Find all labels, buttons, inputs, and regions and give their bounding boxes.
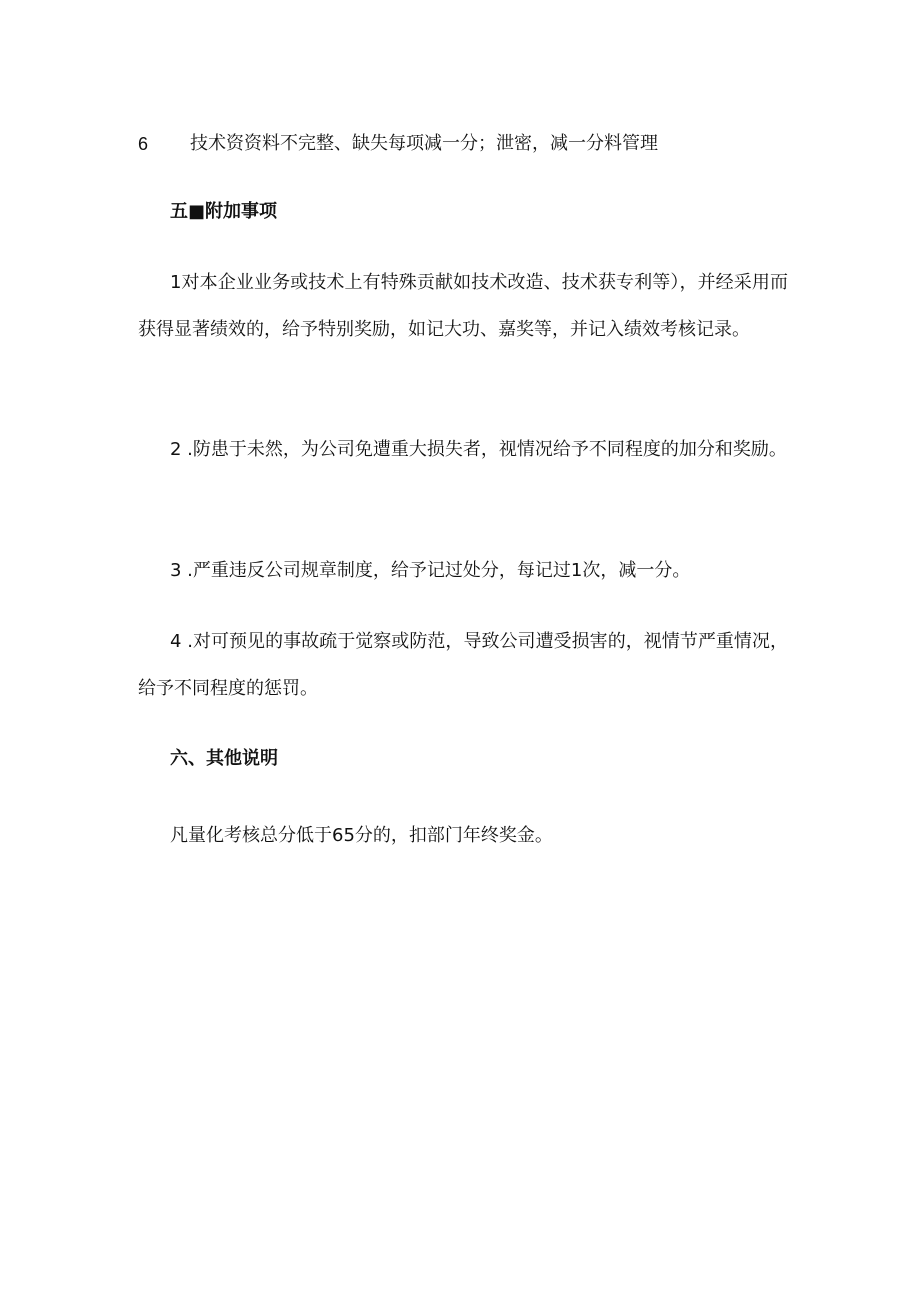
section-5-item-4: 4 .对可预见的事故疏于觉察或防范，导致公司遭受损害的，视情节严重情况，给予不同程度的惩罚。 — [138, 631, 788, 699]
item-6-text: 技术资资料不完整、缺失每项减一分；泄密，减一分料管理 — [190, 133, 658, 154]
section-5-item-3: 3 .严重违反公司规章制度，给予记过处分，每记过1次，减一分。 — [170, 560, 691, 581]
section-5-item-1: 1对本企业业务或技术上有特殊贡献如技术改造、技术获专利等），并经采用而获得显著绩效的，给予特别奖励，如记大功、嘉奖等，并记入绩效考核记录。 — [138, 272, 788, 340]
section-5-item-2: 2 .防患于未然，为公司免遭重大损失者，视情况给予不同程度的加分和奖励。 — [170, 439, 787, 460]
item-6-number: 6 — [138, 134, 149, 154]
section-6-text: 凡量化考核总分低于65分的，扣部门年终奖金。 — [170, 825, 553, 846]
section-6-heading: 六、其他说明 — [170, 748, 278, 769]
section-5-heading: 五■附加事项 — [170, 201, 278, 222]
item-6-row — [138, 128, 838, 160]
